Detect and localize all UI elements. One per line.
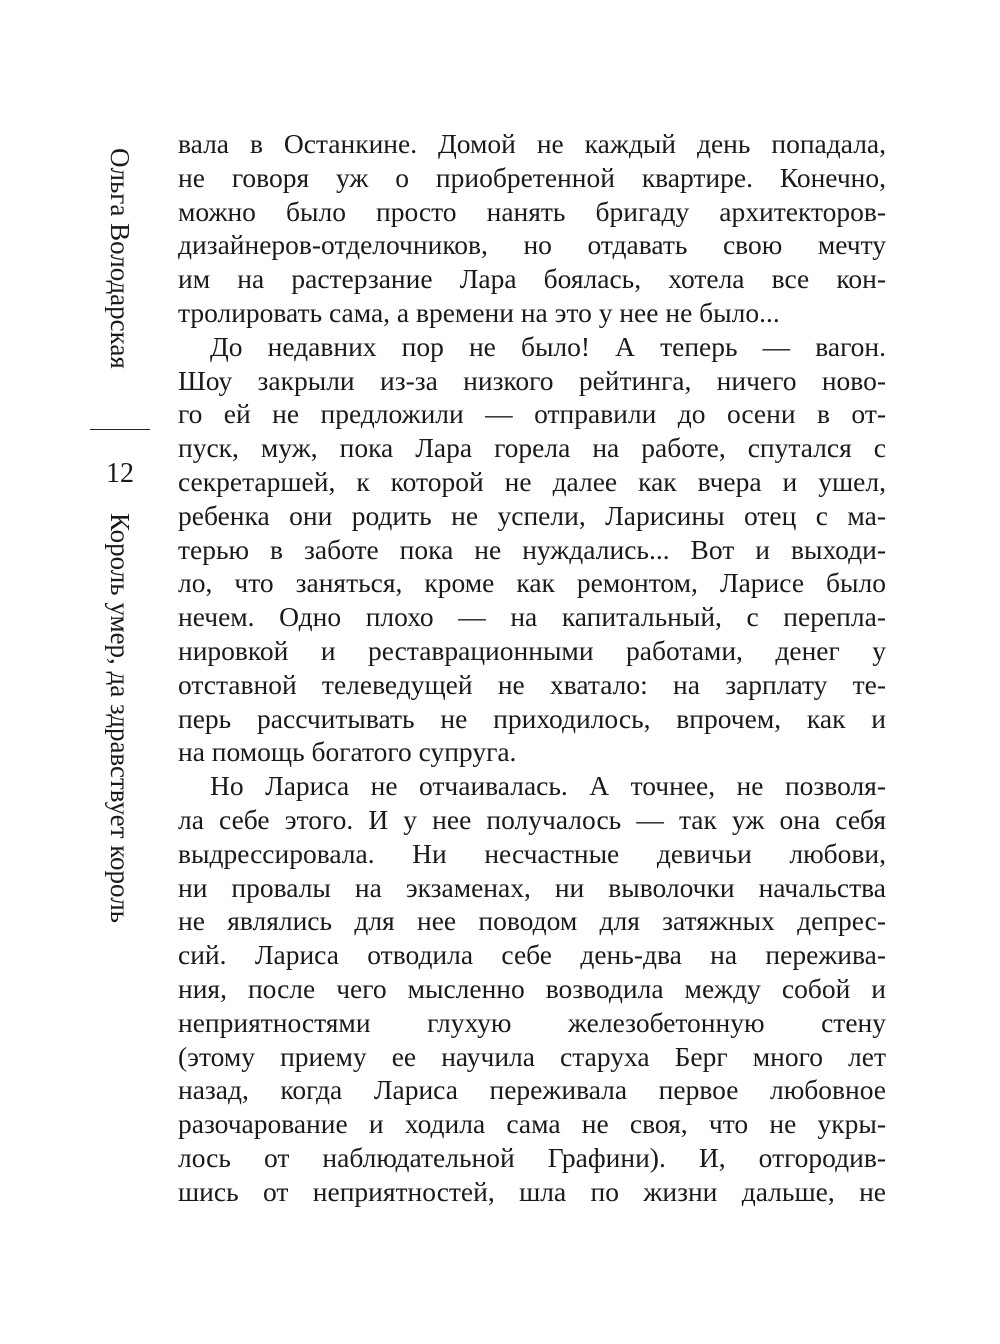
text-line: го ей не предложили — отправили до осени в от- (178, 398, 886, 430)
text-line: дизайнеров-отделочников, но отдавать свою мечту (178, 229, 886, 261)
text-line: (этому приему ее научила старуха Берг много лет (178, 1040, 886, 1072)
text-line: ния, после чего мысленно возводила между собой и (178, 972, 886, 1004)
text-line: на помощь богатого супруга. (178, 736, 517, 768)
text-line: До недавних пор не было! А теперь — вагон. (210, 330, 886, 362)
text-line: можно было просто нанять бригаду архитекторов- (178, 195, 886, 227)
header-divider (90, 429, 150, 430)
text-line: ни провалы на экзаменах, ни выволочки начальства (178, 871, 886, 903)
text-line: вала в Останкине. Домой не каждый день попадала, (178, 128, 886, 159)
text-line: ребенка они родить не успели, Ларисины отец с ма- (178, 499, 886, 531)
text-line: тролировать сама, а времени на это у нее не было... (178, 296, 780, 328)
text-line: разочарование и ходила сама не своя, что не укры- (178, 1108, 886, 1140)
text-line: Шоу закрыли из-за низкого рейтинга, ничего ново- (178, 364, 886, 396)
text-line: перь рассчитывать не приходилось, впрочем, как и (178, 702, 886, 734)
text-line: выдрессировала. Ни несчастные девичьи любови, (178, 837, 886, 869)
paragraph (178, 127, 886, 330)
paragraph (178, 330, 886, 769)
text-line: Но Лариса не отчаивалась. А точнее, не позволя- (210, 770, 886, 802)
text-line: им на растерзание Лара боялась, хотела все кон- (178, 263, 886, 295)
text-line: ло, что заняться, кроме как ремонтом, Ларисе было (178, 567, 886, 599)
text-line: терью в заботе пока не нуждались... Вот и выходи- (178, 533, 886, 565)
text-line: секретаршей, к которой не далее как вчера и ушел, (178, 465, 886, 497)
text-line: сий. Лариса отводила себе день-два на пережива- (178, 939, 886, 971)
text-line: пуск, муж, пока Лара горела на работе, спутался с (178, 432, 886, 464)
text-line: ла себе этого. И у нее получалось — так уж она себя (178, 803, 886, 835)
text-line: не являлись для нее поводом для затяжных депрес- (178, 905, 886, 937)
text-line: назад, когда Лариса переживала первое любовное (178, 1074, 886, 1106)
running-header (90, 140, 150, 1010)
text-line: нировкой и реставрационными работами, денег у (178, 634, 886, 666)
body-text (178, 127, 886, 1209)
paragraph (178, 769, 886, 1208)
page-number: 12 (106, 458, 134, 489)
author-name: Ольга Володарская (105, 148, 135, 369)
text-line: не говоря уж о приобретенной квартире. Конечно, (178, 161, 886, 193)
text-line: отставной телеведущей не хватало: на зарплату те- (178, 668, 886, 700)
text-line: нечем. Одно плохо — на капитальный, с перепла- (178, 601, 886, 633)
text-line: шись от неприятностей, шла по жизни дальше, не (178, 1175, 886, 1207)
book-title: Король умер, да здравствует король (105, 513, 135, 923)
text-line: неприятностями глухую железобетонную стену (178, 1006, 886, 1038)
text-line: лось от наблюдательной Графини). И, отгородив- (178, 1141, 886, 1173)
